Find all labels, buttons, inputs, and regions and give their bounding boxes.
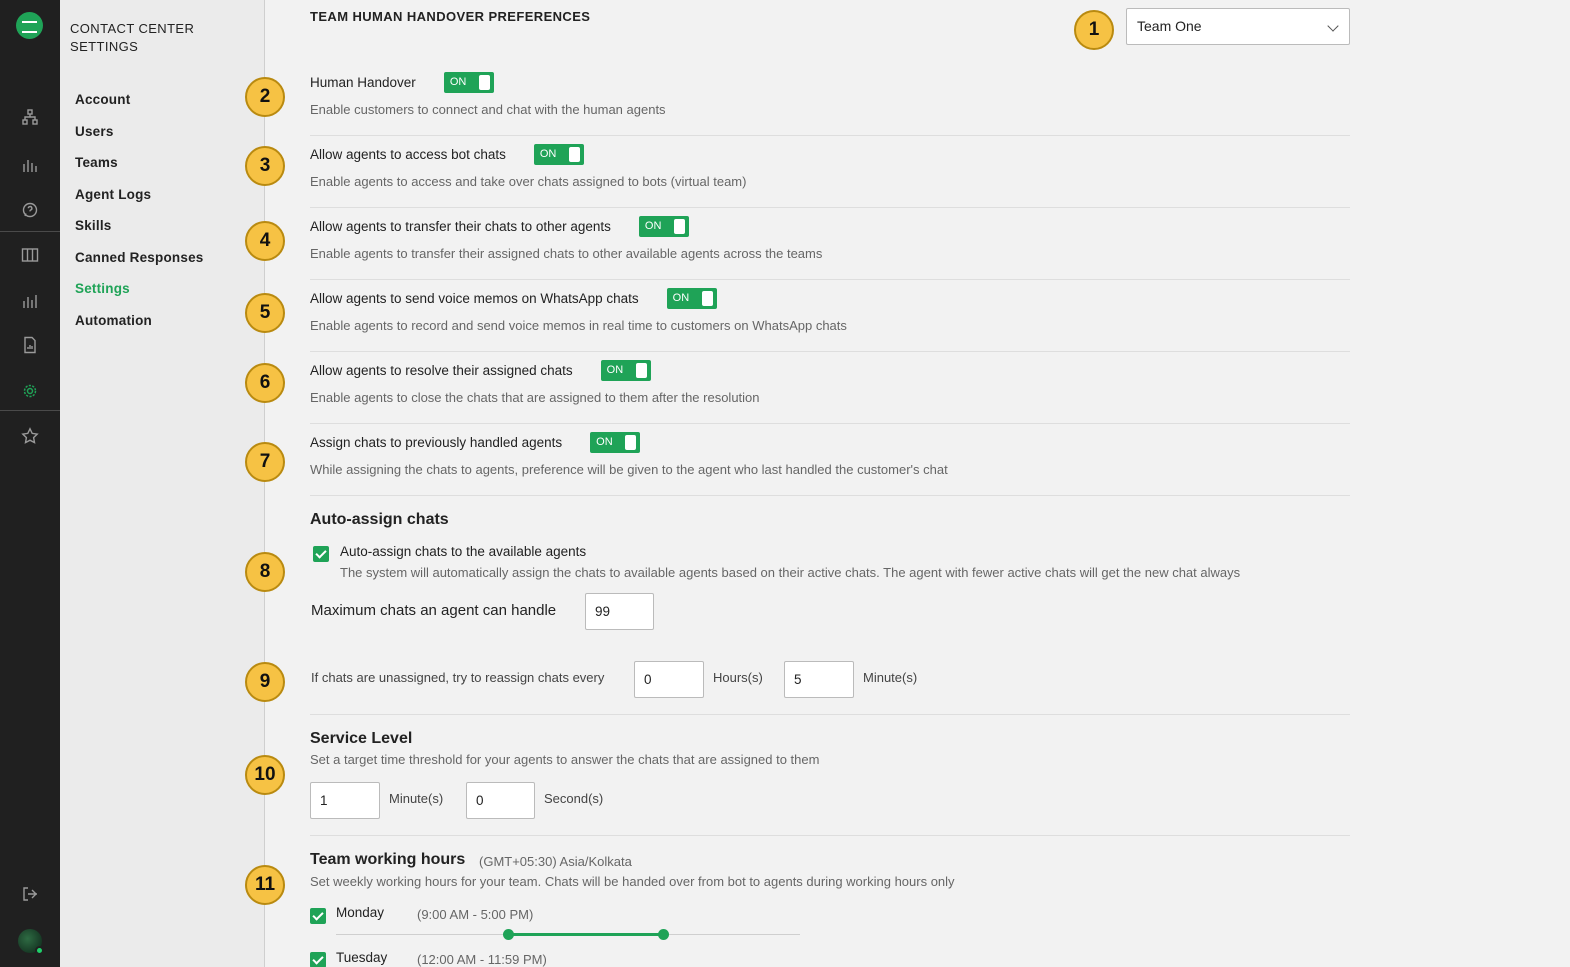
step-badge: 5 — [245, 293, 285, 333]
avatar[interactable] — [18, 929, 42, 953]
step-badge: 7 — [245, 442, 285, 482]
sidebar-item-skills[interactable]: Skills — [75, 218, 112, 233]
analytics-icon[interactable] — [20, 291, 40, 311]
auto-assign-heading: Auto-assign chats — [310, 511, 449, 528]
reassign-hours-input[interactable] — [634, 661, 704, 698]
step-badge: 11 — [245, 865, 285, 905]
gear-icon[interactable] — [20, 381, 40, 401]
working-hours-timezone: (GMT+05:30) Asia/Kolkata — [479, 854, 632, 869]
sidebar-title: CONTACT CENTER SETTINGS — [70, 21, 195, 54]
step-badge: 1 — [1074, 10, 1114, 50]
sidebar-nav — [75, 90, 203, 342]
access-bot-chats-toggle[interactable]: ON — [534, 144, 584, 165]
sidebar-item-agent-logs[interactable]: Agent Logs — [75, 186, 152, 202]
working-hours-desc: Set weekly working hours for your team. Chats will be handed over from bot to agents during working hours only — [310, 874, 955, 889]
max-chats-input[interactable] — [585, 593, 654, 630]
pref-access-bot-chats — [310, 143, 1350, 189]
report-icon[interactable] — [20, 335, 40, 355]
sidebar-item-canned-responses[interactable]: Canned Responses — [75, 249, 204, 265]
service-minutes-unit: Minute(s) — [389, 791, 444, 806]
step-badge: 2 — [245, 77, 285, 117]
transfer-chats-toggle[interactable]: ON — [639, 216, 689, 237]
pref-label: Allow agents to send voice memos on WhatsApp chats — [310, 290, 639, 306]
sidebar-item-automation[interactable]: Automation — [75, 312, 152, 328]
online-status-icon — [35, 946, 44, 955]
monday-label: Monday — [336, 905, 385, 920]
pref-desc: Enable agents to record and send voice memos in real time to customers on WhatsApp chats — [310, 318, 847, 333]
reassign-minutes-input[interactable] — [784, 661, 854, 698]
sidebar-item-users[interactable]: Users — [75, 123, 114, 139]
pref-desc: Enable agents to transfer their assigned chats to other available agents across the teams — [310, 246, 823, 261]
monday-start-handle[interactable] — [503, 929, 514, 940]
service-level-heading: Service Level — [310, 730, 413, 747]
org-chart-icon[interactable] — [20, 107, 40, 127]
previous-agents-toggle[interactable]: ON — [590, 432, 640, 453]
auto-assign-desc: The system will automatically assign the chats to available agents based on their active chats. The agent with fewer active chats will get the new chat always — [340, 565, 1241, 580]
pref-desc: Enable agents to access and take over chats assigned to bots (virtual team) — [310, 174, 747, 189]
columns-icon[interactable] — [20, 245, 40, 265]
service-seconds-input[interactable] — [466, 782, 535, 819]
step-badge: 10 — [245, 755, 285, 795]
app-logo-icon[interactable] — [16, 12, 43, 39]
pref-transfer-chats — [310, 215, 1350, 261]
logout-icon[interactable] — [20, 884, 40, 904]
sidebar-item-teams[interactable]: Teams — [75, 155, 118, 170]
monday-range: (9:00 AM - 5:00 PM) — [417, 907, 534, 922]
reassign-hours-unit: Hours(s) — [713, 670, 763, 685]
chevron-down-icon — [1327, 20, 1338, 31]
pref-previous-agents — [310, 431, 1350, 477]
team-select-value: Team One — [1137, 18, 1202, 34]
voice-memos-toggle[interactable]: ON — [667, 288, 717, 309]
pref-human-handover — [310, 71, 1350, 117]
step-badge: 3 — [245, 146, 285, 186]
human-handover-toggle[interactable]: ON — [444, 72, 494, 93]
pref-label: Allow agents to transfer their chats to other agents — [310, 218, 611, 234]
star-icon[interactable] — [20, 426, 40, 446]
tuesday-checkbox[interactable] — [310, 952, 326, 967]
working-hours-heading: Team working hours — [310, 851, 466, 868]
chat-help-icon[interactable] — [20, 200, 40, 220]
service-level-desc: Set a target time threshold for your agents to answer the chats that are assigned to them — [310, 752, 820, 767]
pref-label: Assign chats to previously handled agents — [310, 434, 563, 450]
reassign-label: If chats are unassigned, try to reassign chats every — [311, 670, 605, 685]
sidebar-item-settings[interactable]: Settings — [75, 281, 130, 296]
pref-desc: Enable customers to connect and chat with the human agents — [310, 102, 666, 117]
auto-assign-checkbox[interactable] — [313, 546, 329, 562]
team-select[interactable] — [1126, 8, 1350, 45]
service-seconds-unit: Second(s) — [544, 791, 604, 806]
step-badge: 6 — [245, 363, 285, 403]
resolve-chats-toggle[interactable]: ON — [601, 360, 651, 381]
pref-label: Allow agents to resolve their assigned chats — [310, 362, 573, 378]
tuesday-label: Tuesday — [336, 950, 388, 965]
monday-checkbox[interactable] — [310, 908, 326, 924]
app-rail — [0, 0, 60, 967]
step-badge: 8 — [245, 552, 285, 592]
service-minutes-input[interactable] — [310, 782, 380, 819]
tuesday-range: (12:00 AM - 11:59 PM) — [417, 952, 547, 967]
reassign-minutes-unit: Minute(s) — [863, 670, 918, 685]
settings-sidebar — [60, 0, 265, 967]
pref-desc: While assigning the chats to agents, preference will be given to the agent who last handled the customer's chat — [310, 462, 948, 477]
page-title: TEAM HUMAN HANDOVER PREFERENCES — [310, 9, 591, 24]
monday-slider-range — [508, 933, 663, 936]
bar-chart-icon[interactable] — [20, 155, 40, 175]
sidebar-item-account[interactable]: Account — [75, 92, 131, 107]
step-badge: 9 — [245, 662, 285, 702]
pref-voice-memos — [310, 287, 1350, 333]
pref-resolve-chats — [310, 359, 1350, 405]
pref-label: Allow agents to access bot chats — [310, 146, 506, 162]
step-badge: 4 — [245, 221, 285, 261]
max-chats-label: Maximum chats an agent can handle — [311, 602, 557, 619]
pref-label: Human Handover — [310, 74, 416, 90]
auto-assign-checkbox-label: Auto-assign chats to the available agents — [340, 544, 587, 559]
pref-desc: Enable agents to close the chats that are assigned to them after the resolution — [310, 390, 760, 405]
monday-end-handle[interactable] — [658, 929, 669, 940]
